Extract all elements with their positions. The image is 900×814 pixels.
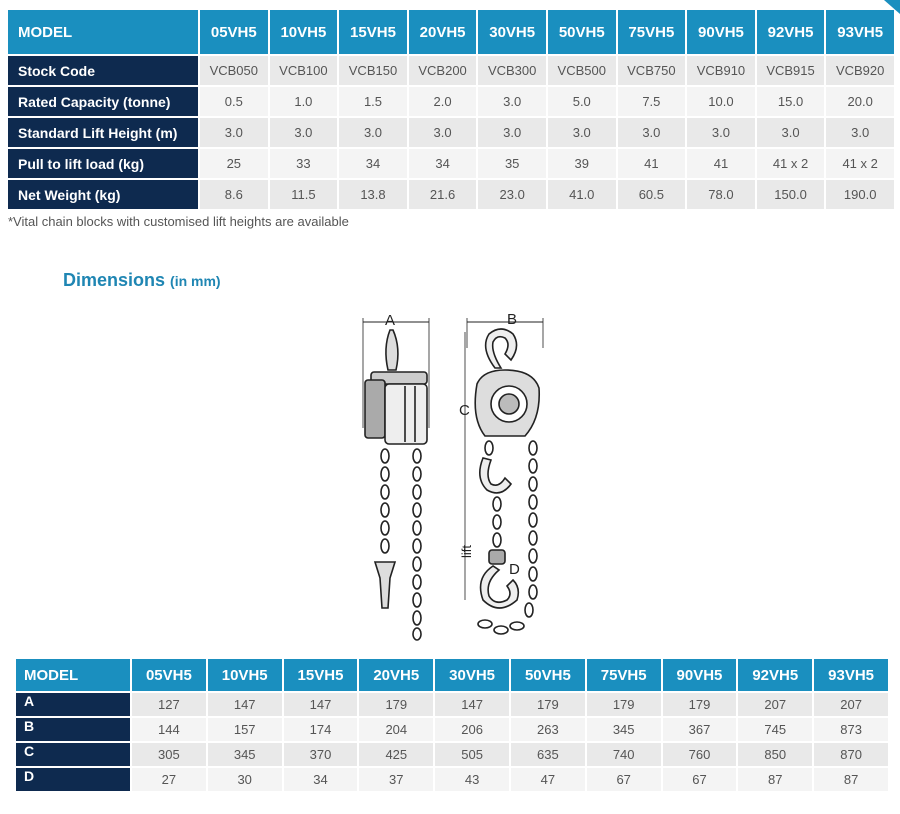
table-cell: 179: [359, 693, 433, 716]
table-cell: 174: [284, 718, 358, 741]
spec-header-cell: 20VH5: [409, 10, 477, 54]
row-label: Pull to lift load (kg): [8, 149, 198, 178]
table-cell: 345: [587, 718, 661, 741]
spec-header-cell: 75VH5: [618, 10, 686, 54]
table-cell: 35: [478, 149, 546, 178]
spec-header-cell: 92VH5: [757, 10, 825, 54]
table-cell: 87: [738, 768, 812, 791]
label-d: D: [509, 561, 520, 578]
table-cell: 760: [663, 743, 737, 766]
table-cell: 13.8: [339, 180, 407, 209]
dims-header-cell: 93VH5: [814, 659, 888, 691]
table-cell: 41 x 2: [757, 149, 825, 178]
table-row: [16, 718, 888, 741]
row-label: C: [16, 743, 130, 766]
row-label: B: [16, 718, 130, 741]
table-row: [16, 693, 888, 716]
table-cell: 179: [663, 693, 737, 716]
spec-header-cell: 30VH5: [478, 10, 546, 54]
row-label: D: [16, 768, 130, 791]
table-cell: 39: [548, 149, 616, 178]
table-cell: 207: [814, 693, 888, 716]
table-cell: 41: [618, 149, 686, 178]
table-cell: 41.0: [548, 180, 616, 209]
table-cell: 873: [814, 718, 888, 741]
table-cell: 370: [284, 743, 358, 766]
dims-header-cell: 15VH5: [284, 659, 358, 691]
dims-header-row: [16, 659, 888, 691]
table-cell: 147: [208, 693, 282, 716]
table-cell: 870: [814, 743, 888, 766]
dimensions-table: [14, 657, 890, 793]
spec-header-cell: 93VH5: [826, 10, 894, 54]
table-row: [16, 768, 888, 791]
spec-header-cell: 90VH5: [687, 10, 755, 54]
table-cell: 34: [409, 149, 477, 178]
side-load-chain: [413, 449, 421, 640]
table-cell: 41: [687, 149, 755, 178]
table-cell: 3.0: [548, 118, 616, 147]
table-cell: 37: [359, 768, 433, 791]
dims-header-cell: 92VH5: [738, 659, 812, 691]
table-cell: 3.0: [687, 118, 755, 147]
table-cell: VCB910: [687, 56, 755, 85]
row-label: Stock Code: [8, 56, 198, 85]
table-cell: 190.0: [826, 180, 894, 209]
table-cell: 41 x 2: [826, 149, 894, 178]
table-cell: 23.0: [478, 180, 546, 209]
table-cell: 5.0: [548, 87, 616, 116]
table-cell: VCB150: [339, 56, 407, 85]
table-cell: VCB920: [826, 56, 894, 85]
table-cell: 179: [511, 693, 585, 716]
table-cell: VCB100: [270, 56, 338, 85]
table-cell: VCB915: [757, 56, 825, 85]
table-cell: 43: [435, 768, 509, 791]
table-cell: 850: [738, 743, 812, 766]
table-cell: 635: [511, 743, 585, 766]
row-label: A: [16, 693, 130, 716]
table-cell: 3.0: [200, 118, 268, 147]
table-cell: 3.0: [478, 118, 546, 147]
table-cell: 33: [270, 149, 338, 178]
table-cell: 127: [132, 693, 206, 716]
chain-block-diagram: [355, 308, 555, 648]
dimensions-title: Dimensions: [63, 270, 166, 290]
table-row: [8, 149, 894, 178]
dims-header-cell: 10VH5: [208, 659, 282, 691]
table-cell: 263: [511, 718, 585, 741]
table-cell: 144: [132, 718, 206, 741]
label-lift: lift: [459, 545, 474, 558]
table-cell: 34: [339, 149, 407, 178]
table-cell: 207: [738, 693, 812, 716]
table-cell: 60.5: [618, 180, 686, 209]
dims-header-cell: 05VH5: [132, 659, 206, 691]
side-hand-chain: [381, 449, 389, 553]
dims-header-cell: 20VH5: [359, 659, 433, 691]
table-cell: VCB200: [409, 56, 477, 85]
table-cell: 8.6: [200, 180, 268, 209]
table-cell: 3.0: [409, 118, 477, 147]
table-cell: 15.0: [757, 87, 825, 116]
table-cell: 2.0: [409, 87, 477, 116]
table-cell: 204: [359, 718, 433, 741]
table-cell: 67: [587, 768, 661, 791]
label-c: C: [459, 402, 470, 419]
table-cell: 25: [200, 149, 268, 178]
dims-header-cell: 75VH5: [587, 659, 661, 691]
row-label: Standard Lift Height (m): [8, 118, 198, 147]
dimensions-heading: [63, 270, 221, 291]
table-cell: 1.0: [270, 87, 338, 116]
spec-table: [6, 8, 896, 211]
dims-header-cell: 90VH5: [663, 659, 737, 691]
table-cell: 147: [284, 693, 358, 716]
table-cell: 0.5: [200, 87, 268, 116]
table-cell: VCB750: [618, 56, 686, 85]
label-a: A: [385, 312, 396, 329]
table-cell: 7.5: [618, 87, 686, 116]
table-cell: 67: [663, 768, 737, 791]
dimensions-unit: (in mm): [170, 273, 221, 289]
table-cell: 3.0: [618, 118, 686, 147]
row-label: Net Weight (kg): [8, 180, 198, 209]
table-row: [16, 743, 888, 766]
table-cell: 345: [208, 743, 282, 766]
table-cell: 367: [663, 718, 737, 741]
table-cell: VCB500: [548, 56, 616, 85]
spec-header-cell: 15VH5: [339, 10, 407, 54]
table-cell: 10.0: [687, 87, 755, 116]
table-cell: 3.0: [270, 118, 338, 147]
table-cell: VCB050: [200, 56, 268, 85]
table-cell: 1.5: [339, 87, 407, 116]
table-row: [8, 87, 894, 116]
label-b: B: [507, 311, 518, 328]
table-cell: 47: [511, 768, 585, 791]
table-cell: 3.0: [757, 118, 825, 147]
front-load-chain: [480, 441, 519, 608]
dims-header-cell: 30VH5: [435, 659, 509, 691]
table-cell: 11.5: [270, 180, 338, 209]
table-cell: 3.0: [339, 118, 407, 147]
table-cell: 27: [132, 768, 206, 791]
table-cell: VCB300: [478, 56, 546, 85]
table-cell: 425: [359, 743, 433, 766]
table-cell: 20.0: [826, 87, 894, 116]
table-cell: 3.0: [826, 118, 894, 147]
table-cell: 78.0: [687, 180, 755, 209]
dims-header-model: MODEL: [16, 659, 130, 691]
table-cell: 505: [435, 743, 509, 766]
table-cell: 30: [208, 768, 282, 791]
table-cell: 740: [587, 743, 661, 766]
spec-header-row: [8, 10, 894, 54]
spec-header-cell: 10VH5: [270, 10, 338, 54]
table-cell: 147: [435, 693, 509, 716]
table-cell: 305: [132, 743, 206, 766]
table-cell: 150.0: [757, 180, 825, 209]
table-row: [8, 56, 894, 85]
footnote: *Vital chain blocks with customised lift heights are available: [8, 214, 349, 229]
table-cell: 21.6: [409, 180, 477, 209]
row-label: Rated Capacity (tonne): [8, 87, 198, 116]
table-cell: 87: [814, 768, 888, 791]
table-cell: 179: [587, 693, 661, 716]
spec-header-model: MODEL: [8, 10, 198, 54]
dims-header-cell: 50VH5: [511, 659, 585, 691]
table-cell: 34: [284, 768, 358, 791]
table-cell: 3.0: [478, 87, 546, 116]
table-row: [8, 180, 894, 209]
table-cell: 157: [208, 718, 282, 741]
spec-header-cell: 50VH5: [548, 10, 616, 54]
table-row: [8, 118, 894, 147]
table-cell: 206: [435, 718, 509, 741]
spec-header-cell: 05VH5: [200, 10, 268, 54]
table-cell: 745: [738, 718, 812, 741]
